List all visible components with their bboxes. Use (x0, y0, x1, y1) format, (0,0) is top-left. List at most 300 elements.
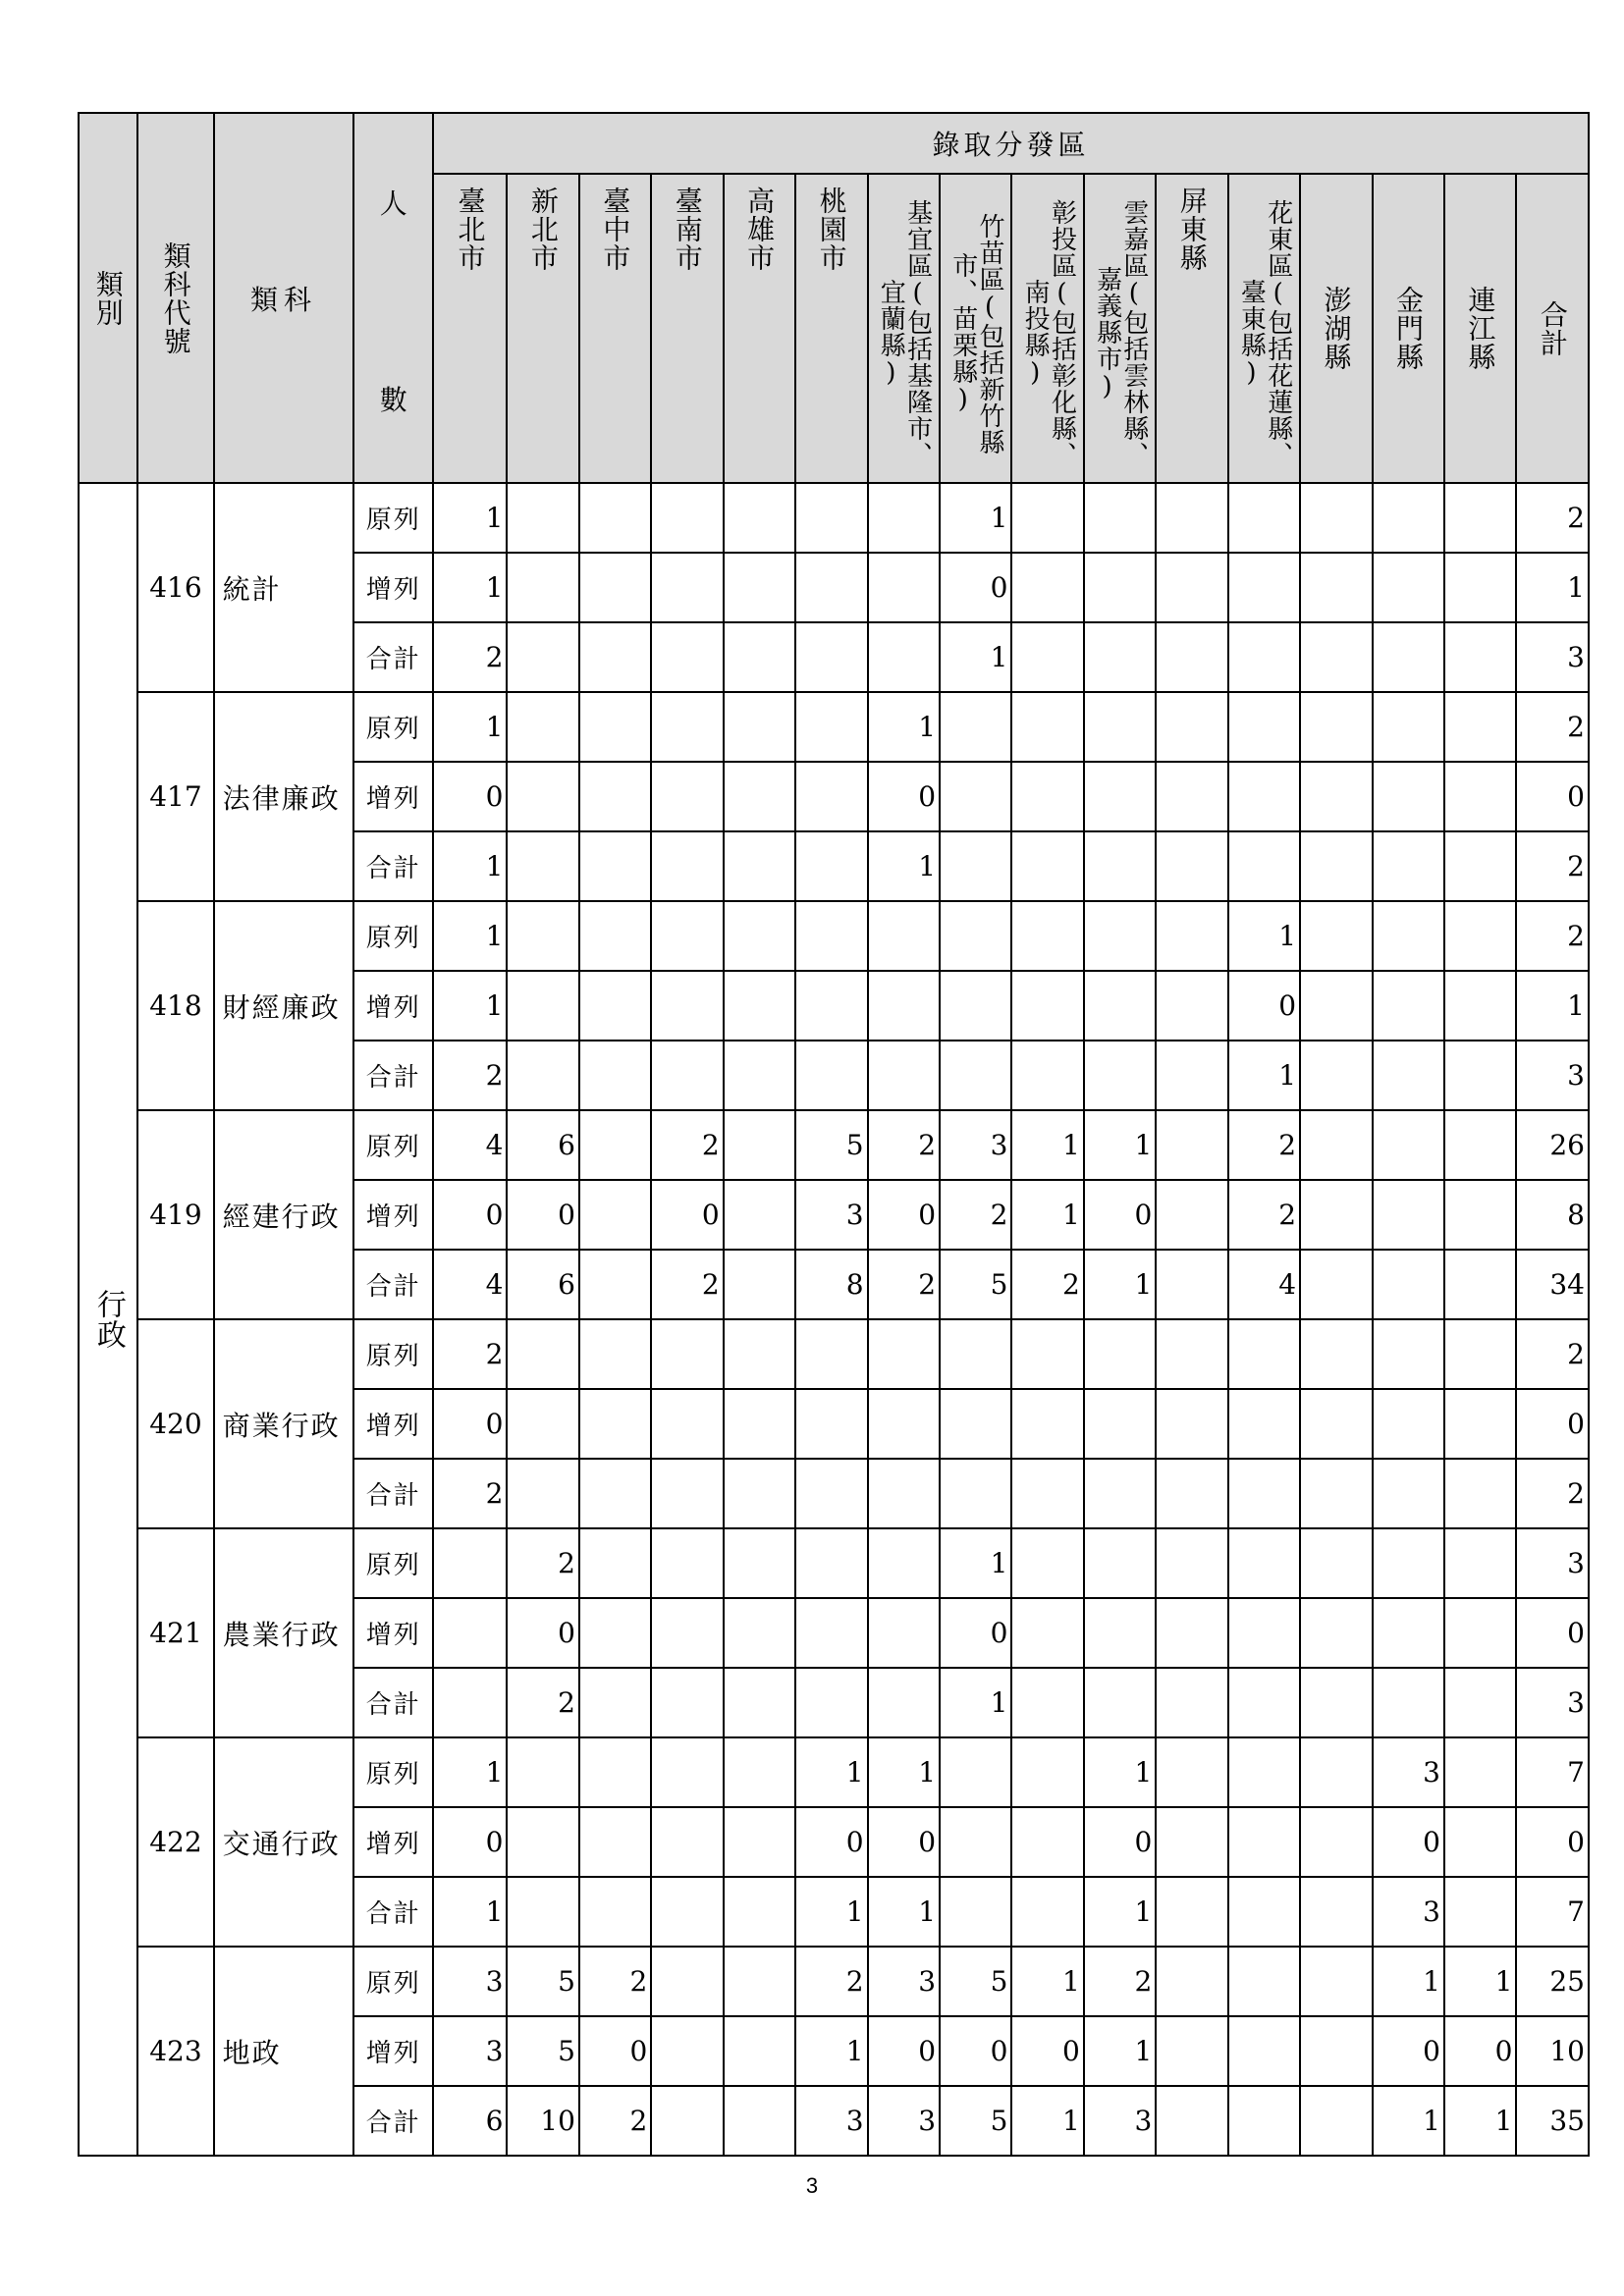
table-row (79, 483, 1589, 553)
row-label: 增列 (353, 1180, 433, 1250)
header-region-12: 澎湖縣 (1300, 174, 1372, 483)
value-cell: 2 (433, 1041, 507, 1110)
value-cell (1228, 1598, 1300, 1668)
value-cell (1156, 1598, 1227, 1668)
value-cell: 2 (1516, 901, 1589, 971)
value-cell: 34 (1516, 1250, 1589, 1319)
value-cell (724, 2016, 795, 2086)
allocation-table (78, 112, 1590, 2157)
value-cell (1373, 1668, 1444, 1737)
row-label: 合計 (353, 1041, 433, 1110)
value-cell: 1 (1084, 1110, 1156, 1180)
value-cell: 2 (1011, 1250, 1083, 1319)
value-cell (579, 483, 651, 553)
value-cell (1011, 692, 1083, 762)
value-cell (795, 692, 867, 762)
value-cell (724, 553, 795, 622)
header-region-13: 金門縣 (1373, 174, 1444, 483)
value-cell: 0 (940, 1598, 1011, 1668)
value-cell: 5 (795, 1110, 867, 1180)
value-cell: 2 (433, 1319, 507, 1389)
value-cell (651, 2086, 723, 2156)
category-cell: 行政 (79, 483, 137, 2156)
value-cell: 1 (433, 831, 507, 901)
value-cell (724, 831, 795, 901)
subject-code: 418 (137, 901, 214, 1110)
value-cell (1373, 762, 1444, 831)
value-cell (1011, 971, 1083, 1041)
value-cell: 1 (868, 831, 940, 901)
value-cell: 1 (1084, 1737, 1156, 1807)
value-cell (940, 1041, 1011, 1110)
row-label: 增列 (353, 971, 433, 1041)
value-cell (1228, 1737, 1300, 1807)
value-cell (1156, 2016, 1227, 2086)
value-cell (1011, 1041, 1083, 1110)
row-label: 增列 (353, 553, 433, 622)
value-cell: 1 (1228, 1041, 1300, 1110)
value-cell (1156, 553, 1227, 622)
value-cell (1300, 692, 1372, 762)
value-cell: 0 (868, 1807, 940, 1877)
value-cell: 2 (1228, 1110, 1300, 1180)
value-cell (1084, 1389, 1156, 1459)
value-cell (1300, 1041, 1372, 1110)
subject-name: 統計 (214, 483, 354, 692)
value-cell (1011, 1668, 1083, 1737)
value-cell: 3 (1084, 2086, 1156, 2156)
value-cell (579, 1877, 651, 1947)
value-cell: 2 (795, 1947, 867, 2016)
value-cell: 1 (940, 1528, 1011, 1598)
row-label: 原列 (353, 1319, 433, 1389)
value-cell: 3 (868, 2086, 940, 2156)
value-cell (1228, 1459, 1300, 1528)
value-cell: 3 (795, 1180, 867, 1250)
header-region-0: 臺北市 (433, 174, 507, 483)
value-cell (724, 1459, 795, 1528)
value-cell: 1 (868, 1737, 940, 1807)
page-number: 3 (805, 2173, 819, 2198)
value-cell (507, 692, 578, 762)
value-cell: 0 (1373, 2016, 1444, 2086)
value-cell: 0 (1011, 2016, 1083, 2086)
value-cell: 1 (1084, 1250, 1156, 1319)
value-cell: 1 (795, 1877, 867, 1947)
value-cell (1084, 1041, 1156, 1110)
value-cell (795, 1389, 867, 1459)
value-cell (1011, 1528, 1083, 1598)
value-cell (1444, 483, 1516, 553)
value-cell (1300, 762, 1372, 831)
value-cell (940, 1877, 1011, 1947)
value-cell (1228, 1877, 1300, 1947)
value-cell: 1 (1084, 1877, 1156, 1947)
value-cell: 8 (795, 1250, 867, 1319)
value-cell: 0 (579, 2016, 651, 2086)
row-label: 原列 (353, 1528, 433, 1598)
row-label: 合計 (353, 622, 433, 692)
value-cell (1444, 1807, 1516, 1877)
value-cell (1228, 2086, 1300, 2156)
value-cell (868, 1041, 940, 1110)
value-cell: 6 (507, 1250, 578, 1319)
value-cell (1156, 1807, 1227, 1877)
row-label: 原列 (353, 1110, 433, 1180)
value-cell (724, 1668, 795, 1737)
value-cell (1228, 553, 1300, 622)
value-cell (1444, 1598, 1516, 1668)
subject-code: 416 (137, 483, 214, 692)
value-cell (868, 1598, 940, 1668)
value-cell (1156, 1110, 1227, 1180)
subject-name: 商業行政 (214, 1319, 354, 1528)
value-cell (1373, 1041, 1444, 1110)
value-cell (940, 901, 1011, 971)
value-cell: 2 (433, 622, 507, 692)
value-cell (1300, 2086, 1372, 2156)
value-cell (1228, 2016, 1300, 2086)
value-cell (868, 1319, 940, 1389)
value-cell: 0 (868, 762, 940, 831)
header-people: 人 數 (353, 113, 433, 483)
value-cell (1444, 762, 1516, 831)
value-cell: 0 (868, 1180, 940, 1250)
table-row (79, 1110, 1589, 1180)
value-cell: 3 (433, 1947, 507, 2016)
row-label: 增列 (353, 1598, 433, 1668)
row-label: 合計 (353, 1250, 433, 1319)
header-code: 類科代號 (137, 113, 214, 483)
value-cell: 3 (1373, 1737, 1444, 1807)
value-cell (1444, 622, 1516, 692)
value-cell (1156, 483, 1227, 553)
value-cell: 7 (1516, 1737, 1589, 1807)
value-cell (1156, 622, 1227, 692)
value-cell (651, 1807, 723, 1877)
value-cell (940, 1807, 1011, 1877)
value-cell (940, 971, 1011, 1041)
value-cell (507, 1319, 578, 1389)
value-cell: 2 (940, 1180, 1011, 1250)
value-cell: 1 (433, 553, 507, 622)
value-cell (1373, 1598, 1444, 1668)
value-cell (868, 553, 940, 622)
subject-code: 420 (137, 1319, 214, 1528)
value-cell (579, 1041, 651, 1110)
value-cell: 2 (1516, 692, 1589, 762)
value-cell (507, 553, 578, 622)
value-cell (1156, 1389, 1227, 1459)
value-cell (1156, 1319, 1227, 1389)
value-cell (651, 971, 723, 1041)
value-cell (1373, 1180, 1444, 1250)
value-cell (1084, 1668, 1156, 1737)
value-cell (1373, 1528, 1444, 1598)
value-cell (868, 1459, 940, 1528)
value-cell (795, 762, 867, 831)
value-cell (1300, 1668, 1372, 1737)
value-cell (1300, 1180, 1372, 1250)
value-cell (1444, 1528, 1516, 1598)
value-cell (724, 622, 795, 692)
value-cell (579, 901, 651, 971)
value-cell: 3 (1516, 622, 1589, 692)
value-cell: 3 (1373, 1877, 1444, 1947)
value-cell (651, 553, 723, 622)
value-cell: 0 (433, 1180, 507, 1250)
row-label: 合計 (353, 831, 433, 901)
row-label: 原列 (353, 901, 433, 971)
value-cell (1300, 1110, 1372, 1180)
value-cell (795, 1319, 867, 1389)
value-cell (507, 971, 578, 1041)
value-cell (1084, 762, 1156, 831)
value-cell: 1 (1373, 1947, 1444, 2016)
value-cell: 10 (507, 2086, 578, 2156)
value-cell (1444, 1389, 1516, 1459)
value-cell (579, 1737, 651, 1807)
value-cell: 0 (1373, 1807, 1444, 1877)
value-cell (724, 1737, 795, 1807)
subject-code: 421 (137, 1528, 214, 1737)
value-cell (651, 1947, 723, 2016)
value-cell (1011, 901, 1083, 971)
value-cell: 8 (1516, 1180, 1589, 1250)
value-cell (1300, 1319, 1372, 1389)
row-label: 原列 (353, 692, 433, 762)
row-label: 合計 (353, 1668, 433, 1737)
value-cell (724, 1389, 795, 1459)
value-cell (579, 622, 651, 692)
subject-code: 423 (137, 1947, 214, 2156)
row-label: 原列 (353, 1947, 433, 2016)
value-cell (1228, 483, 1300, 553)
value-cell (1444, 901, 1516, 971)
value-cell (868, 1389, 940, 1459)
value-cell: 0 (651, 1180, 723, 1250)
header-region-7: 竹苗區(包括新竹縣市、苗栗縣) (940, 174, 1011, 483)
value-cell (940, 831, 1011, 901)
value-cell (507, 622, 578, 692)
value-cell (1084, 692, 1156, 762)
value-cell (1011, 1319, 1083, 1389)
value-cell (1373, 901, 1444, 971)
value-cell (1011, 831, 1083, 901)
value-cell (1228, 1947, 1300, 2016)
value-cell (651, 1459, 723, 1528)
value-cell (579, 1459, 651, 1528)
value-cell (1300, 1877, 1372, 1947)
value-cell (1156, 2086, 1227, 2156)
value-cell (795, 1598, 867, 1668)
value-cell: 0 (940, 553, 1011, 622)
value-cell: 4 (433, 1110, 507, 1180)
value-cell (724, 1598, 795, 1668)
value-cell (579, 1528, 651, 1598)
value-cell: 1 (433, 971, 507, 1041)
row-label: 增列 (353, 1807, 433, 1877)
value-cell (1011, 553, 1083, 622)
subject-name: 交通行政 (214, 1737, 354, 1947)
value-cell (1300, 553, 1372, 622)
value-cell (1011, 1737, 1083, 1807)
table-body (79, 483, 1589, 2156)
value-cell (1011, 1877, 1083, 1947)
value-cell (1300, 1389, 1372, 1459)
value-cell (1084, 1598, 1156, 1668)
value-cell (1084, 622, 1156, 692)
subject-name: 農業行政 (214, 1528, 354, 1737)
value-cell: 1 (433, 692, 507, 762)
value-cell (1156, 1250, 1227, 1319)
value-cell: 4 (1228, 1250, 1300, 1319)
value-cell (724, 1877, 795, 1947)
row-label: 合計 (353, 2086, 433, 2156)
value-cell: 1 (795, 1737, 867, 1807)
value-cell: 4 (433, 1250, 507, 1319)
value-cell (579, 1319, 651, 1389)
subject-name: 經建行政 (214, 1110, 354, 1319)
row-label: 增列 (353, 1389, 433, 1459)
value-cell (1084, 1528, 1156, 1598)
header-region-5: 桃園市 (795, 174, 867, 483)
value-cell (795, 553, 867, 622)
value-cell (724, 901, 795, 971)
table-row (79, 1737, 1589, 1807)
value-cell (724, 762, 795, 831)
value-cell (1373, 1110, 1444, 1180)
value-cell (795, 483, 867, 553)
value-cell (795, 901, 867, 971)
value-cell (795, 1459, 867, 1528)
value-cell (651, 762, 723, 831)
value-cell (1300, 622, 1372, 692)
value-cell: 1 (1011, 1947, 1083, 2016)
value-cell (868, 622, 940, 692)
value-cell (507, 1807, 578, 1877)
value-cell (795, 622, 867, 692)
value-cell (507, 1389, 578, 1459)
value-cell: 5 (940, 2086, 1011, 2156)
value-cell (940, 1459, 1011, 1528)
value-cell (1444, 1877, 1516, 1947)
value-cell (1084, 831, 1156, 901)
row-label: 增列 (353, 762, 433, 831)
value-cell (1300, 1598, 1372, 1668)
value-cell: 2 (868, 1110, 940, 1180)
value-cell (795, 831, 867, 901)
value-cell (1444, 1110, 1516, 1180)
value-cell (1156, 901, 1227, 971)
value-cell: 2 (868, 1250, 940, 1319)
value-cell: 1 (1011, 1110, 1083, 1180)
value-cell: 3 (795, 2086, 867, 2156)
value-cell: 1 (868, 692, 940, 762)
value-cell (579, 1598, 651, 1668)
value-cell: 1 (868, 1877, 940, 1947)
header-region-4: 高雄市 (724, 174, 795, 483)
value-cell: 2 (1516, 1459, 1589, 1528)
header-region-9: 雲嘉區(包括雲林縣、嘉義縣市) (1084, 174, 1156, 483)
value-cell: 1 (795, 2016, 867, 2086)
value-cell (651, 1737, 723, 1807)
value-cell (1373, 1389, 1444, 1459)
value-cell (1156, 1041, 1227, 1110)
value-cell: 2 (433, 1459, 507, 1528)
value-cell (433, 1528, 507, 1598)
value-cell (940, 692, 1011, 762)
value-cell (724, 1319, 795, 1389)
value-cell (1228, 692, 1300, 762)
value-cell (579, 1180, 651, 1250)
value-cell: 1 (433, 1737, 507, 1807)
row-label: 合計 (353, 1459, 433, 1528)
value-cell: 3 (1516, 1041, 1589, 1110)
value-cell (868, 1528, 940, 1598)
value-cell: 0 (1516, 1598, 1589, 1668)
value-cell: 3 (433, 2016, 507, 2086)
value-cell (1011, 483, 1083, 553)
value-cell (1156, 692, 1227, 762)
value-cell: 1 (940, 483, 1011, 553)
value-cell (1300, 1807, 1372, 1877)
value-cell: 0 (1084, 1807, 1156, 1877)
value-cell (724, 1110, 795, 1180)
header-region-10: 屏東縣 (1156, 174, 1227, 483)
value-cell (724, 1947, 795, 2016)
value-cell: 25 (1516, 1947, 1589, 2016)
value-cell (507, 1041, 578, 1110)
value-cell: 3 (868, 1947, 940, 2016)
value-cell: 1 (1228, 901, 1300, 971)
value-cell (1156, 1947, 1227, 2016)
value-cell (1228, 1319, 1300, 1389)
value-cell (1444, 1180, 1516, 1250)
value-cell (1373, 1459, 1444, 1528)
value-cell (1300, 1737, 1372, 1807)
value-cell (1373, 971, 1444, 1041)
row-label: 合計 (353, 1877, 433, 1947)
row-label: 原列 (353, 483, 433, 553)
value-cell (579, 692, 651, 762)
value-cell (940, 1389, 1011, 1459)
value-cell (651, 901, 723, 971)
subject-code: 417 (137, 692, 214, 901)
value-cell (1156, 971, 1227, 1041)
table-row (79, 1947, 1589, 2016)
value-cell (1373, 692, 1444, 762)
value-cell (1300, 1250, 1372, 1319)
value-cell (724, 2086, 795, 2156)
value-cell (651, 1041, 723, 1110)
value-cell (724, 971, 795, 1041)
header-region-3: 臺南市 (651, 174, 723, 483)
value-cell: 5 (940, 1947, 1011, 2016)
value-cell: 0 (868, 2016, 940, 2086)
row-label: 增列 (353, 2016, 433, 2086)
table-row (79, 1528, 1589, 1598)
value-cell (724, 1180, 795, 1250)
value-cell: 6 (433, 2086, 507, 2156)
value-cell: 2 (1516, 831, 1589, 901)
value-cell: 0 (1084, 1180, 1156, 1250)
value-cell: 0 (433, 1389, 507, 1459)
value-cell: 1 (433, 901, 507, 971)
value-cell: 2 (1516, 483, 1589, 553)
value-cell (724, 1041, 795, 1110)
table-row (79, 692, 1589, 762)
